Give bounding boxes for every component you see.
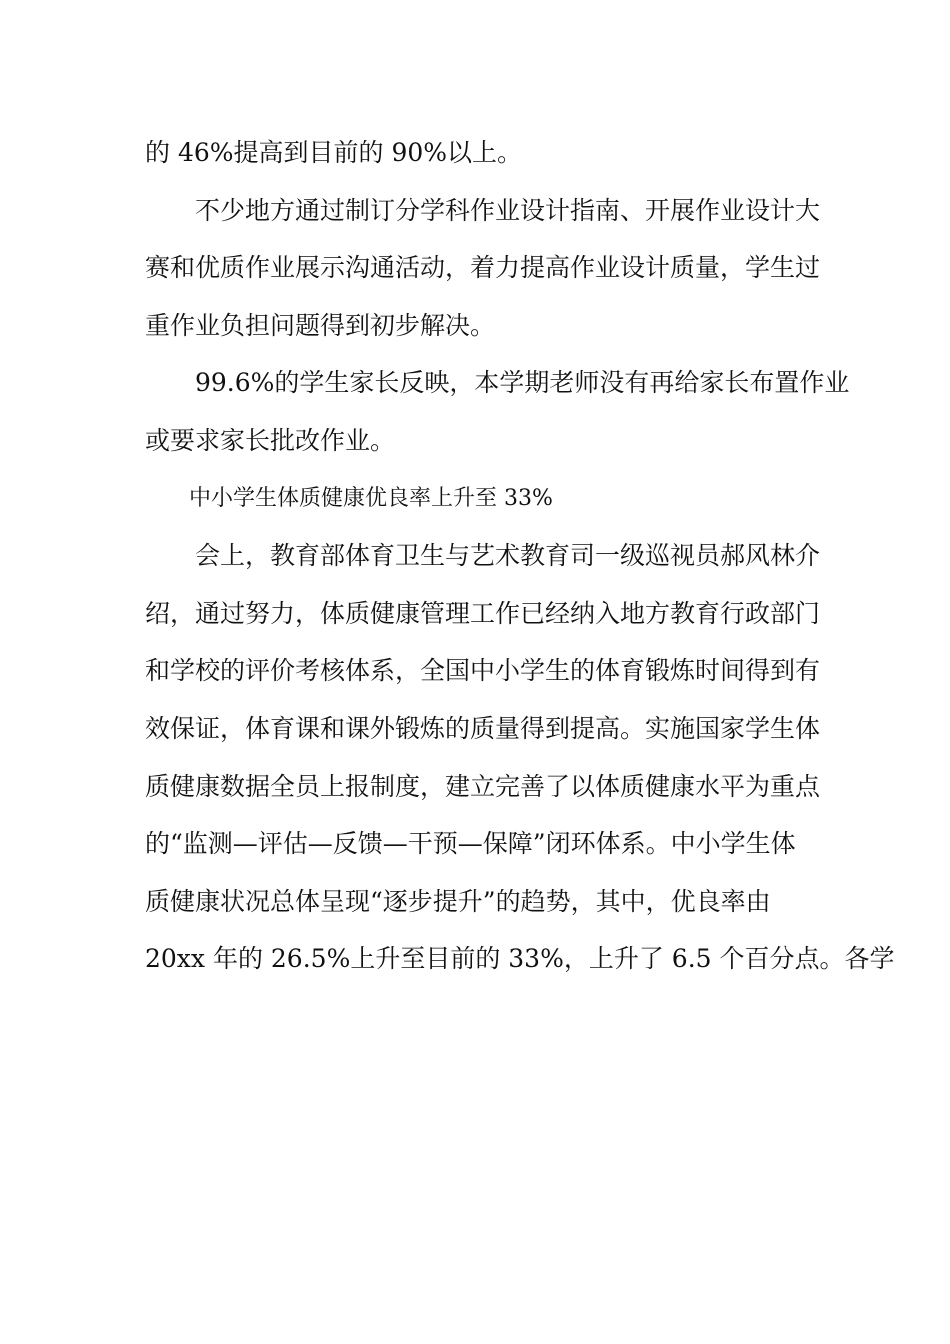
text-line: 赛和优质作业展示沟通活动，着力提高作业设计质量，学生过 <box>145 253 821 283</box>
paragraph-start-line: 会上，教育部体育卫生与艺术教育司一级巡视员郝风林介 <box>145 541 821 571</box>
text-line: 绍，通过努力，体质健康管理工作已经纳入地方教育行政部门 <box>145 598 821 628</box>
section-heading: 中小学生体质健康优良率上升至 33% <box>145 485 553 511</box>
paragraph-start-line: 不少地方通过制订分学科作业设计指南、开展作业设计大 <box>145 195 821 225</box>
text-line: 重作业负担问题得到初步解决。 <box>145 310 496 340</box>
paragraph-start-line: 99.6%的学生家长反映，本学期老师没有再给家长布置作业 <box>145 368 850 398</box>
text-line: 20xx 年的 26.5%上升至目前的 33%，上升了 6.5 个百分点。各学 <box>145 944 895 974</box>
text-line: 质健康数据全员上报制度，建立完善了以体质健康水平为重点 <box>145 771 821 801</box>
text-line: 的“监测—评估—反馈—干预—保障”闭环体系。中小学生体 <box>145 829 796 859</box>
text-line: 效保证，体育课和课外锻炼的质量得到提高。实施国家学生体 <box>145 713 821 743</box>
document-body <box>145 124 895 988</box>
text-line: 质健康状况总体呈现“逐步提升”的趋势，其中，优良率由 <box>145 886 771 916</box>
text-line: 的 46%提高到目前的 90%以上。 <box>145 138 523 167</box>
text-line: 或要求家长批改作业。 <box>145 425 396 455</box>
text-line: 和学校的评价考核体系，全国中小学生的体育锻炼时间得到有 <box>145 656 821 686</box>
